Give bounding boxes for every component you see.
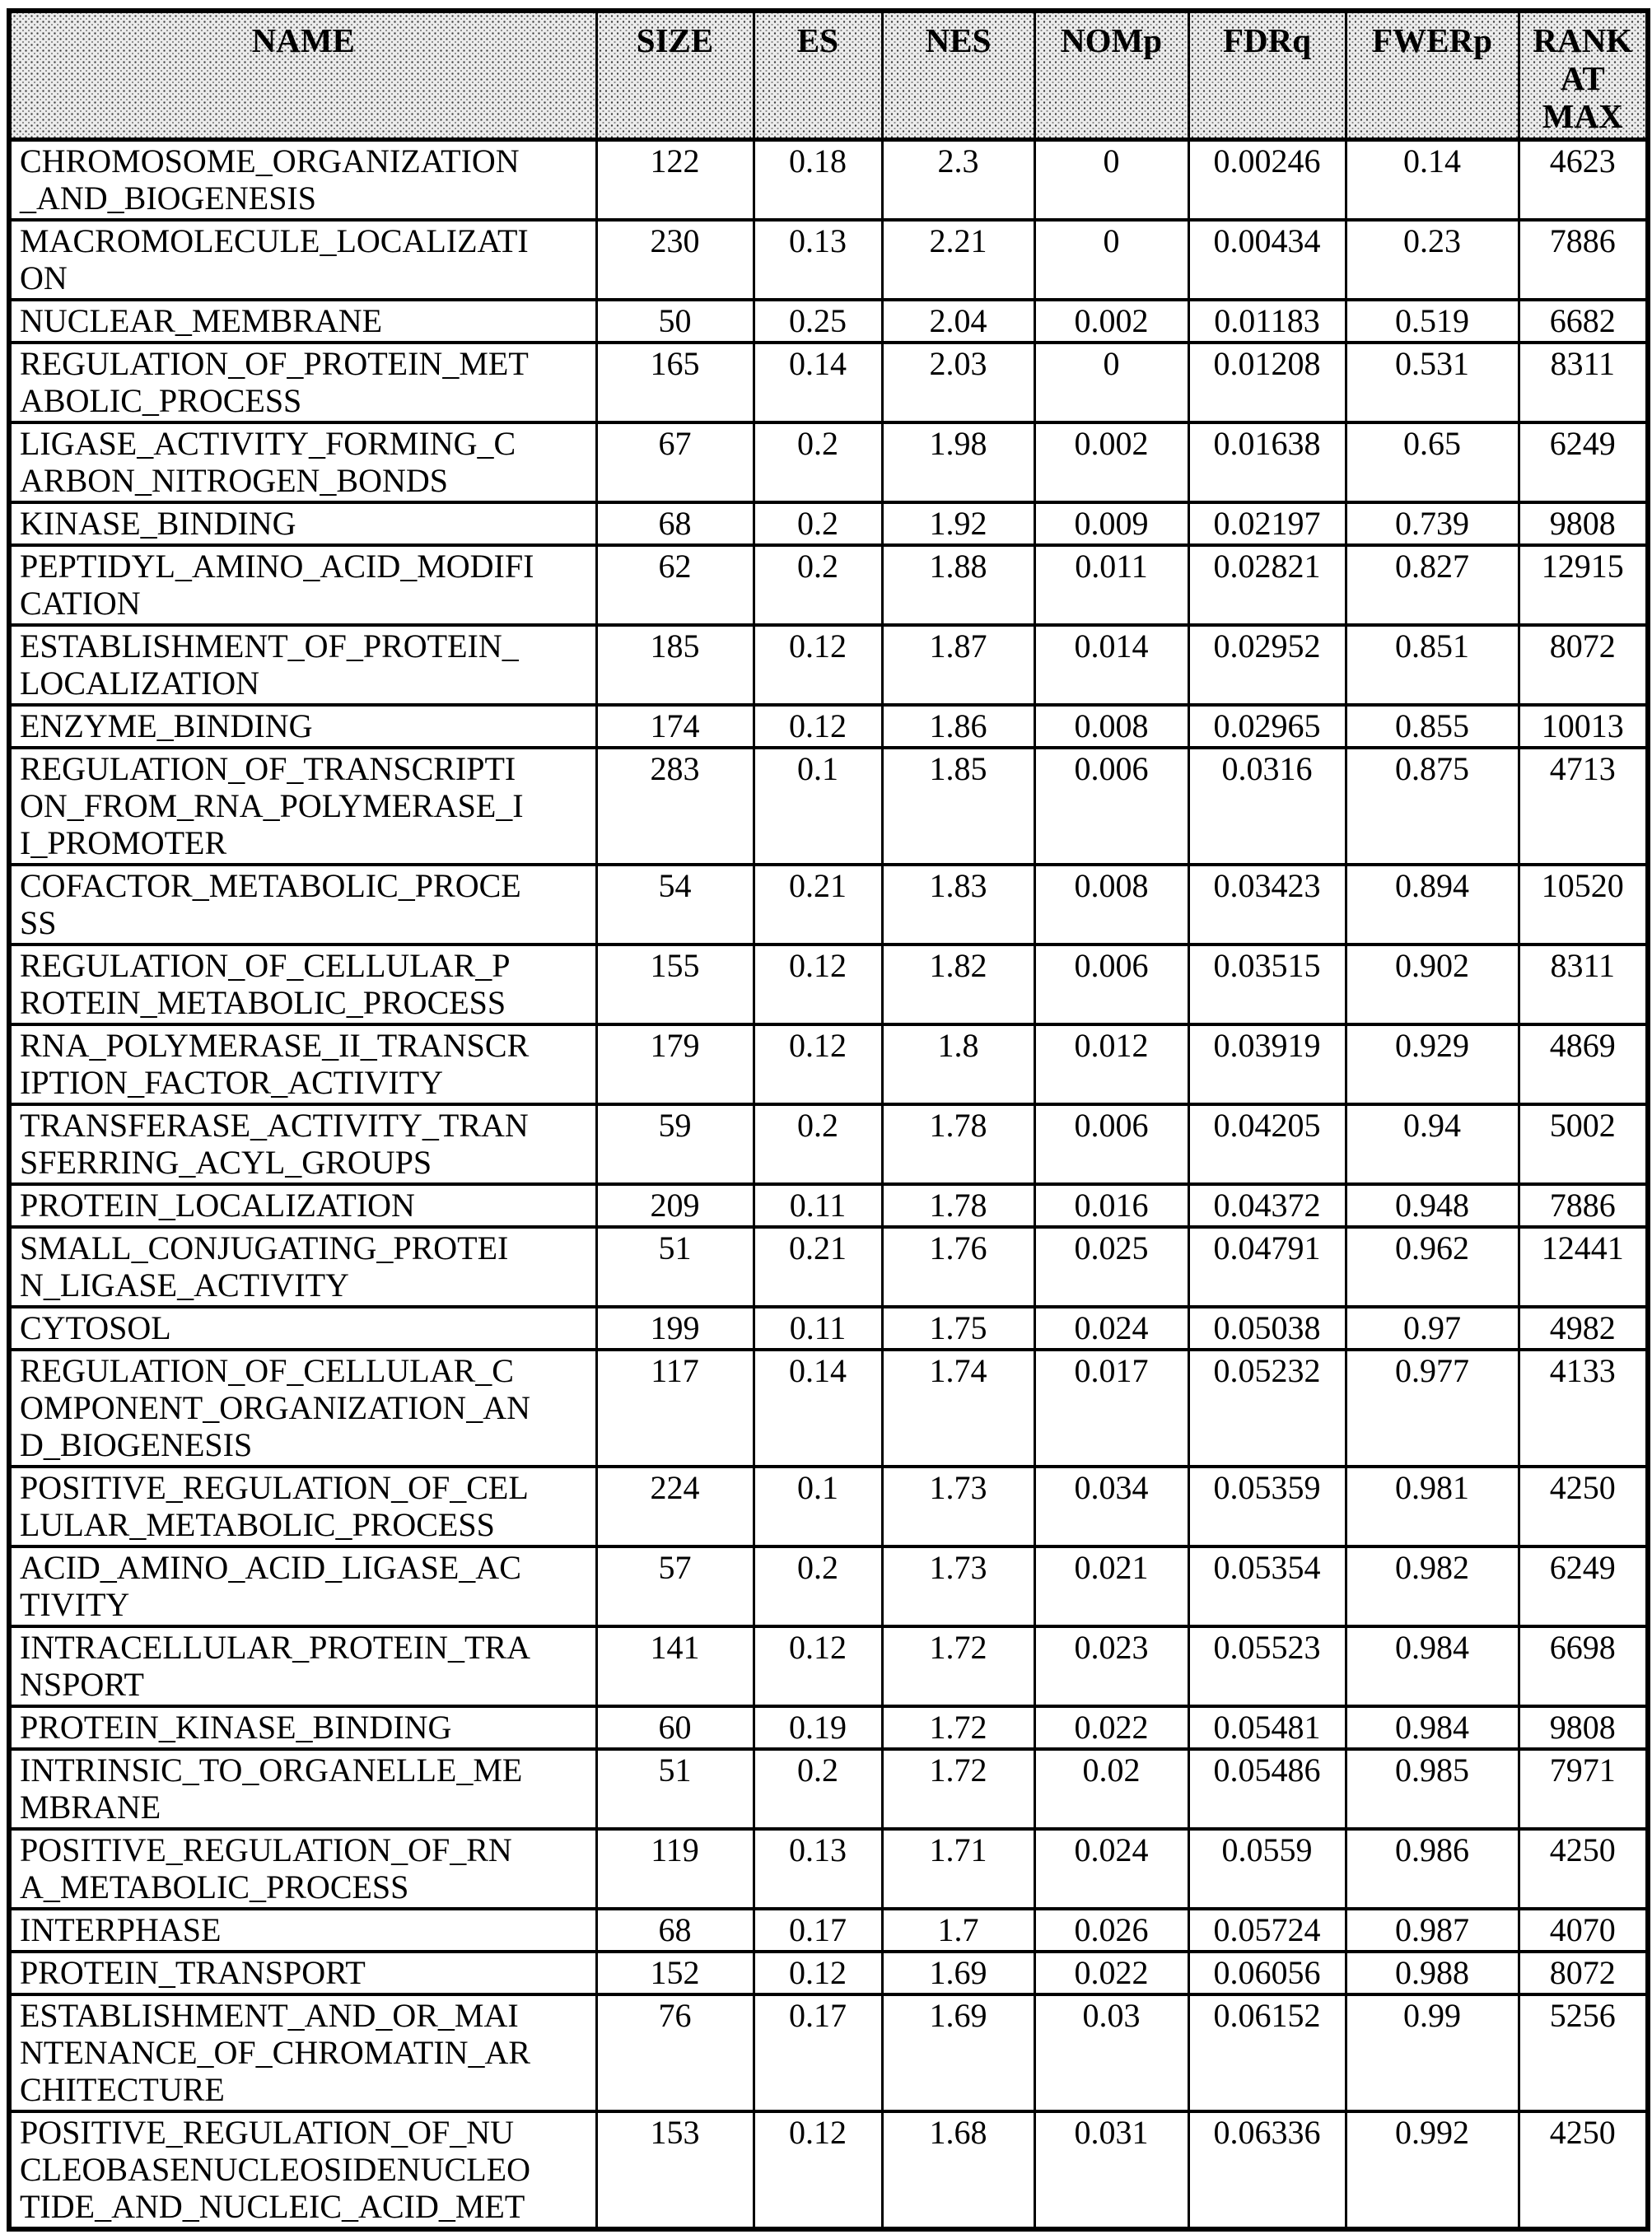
nes-cell: 2.21 [882,220,1034,300]
gene-set-name-cell: INTRACELLULAR_PROTEIN_TRA NSPORT [9,1626,596,1706]
nes-cell: 1.98 [882,422,1034,502]
nes-cell: 1.76 [882,1227,1034,1307]
rank-at-max-cell: 4250 [1519,1829,1648,1909]
es-cell: 0.17 [754,1909,882,1952]
gsea-results-table [7,8,1650,2232]
nes-cell: 1.71 [882,1829,1034,1909]
nes-cell: 2.3 [882,140,1034,221]
table-row [9,1952,1648,1994]
nomp-cell: 0 [1034,220,1188,300]
fwerp-cell: 0.827 [1346,545,1519,625]
column-header-nomp: NOMp [1034,11,1188,140]
fdrq-cell: 0.02952 [1188,625,1346,705]
es-cell: 0.2 [754,1104,882,1184]
table-row [9,1227,1648,1307]
es-cell: 0.2 [754,422,882,502]
table-row [9,1104,1648,1184]
nes-cell: 1.78 [882,1184,1034,1227]
nomp-cell: 0.022 [1034,1952,1188,1994]
nes-cell: 2.04 [882,300,1034,343]
nomp-cell: 0.024 [1034,1307,1188,1350]
size-cell: 57 [596,1546,754,1626]
rank-at-max-cell: 6682 [1519,300,1648,343]
table-row [9,1706,1648,1749]
gene-set-name-cell: RNA_POLYMERASE_II_TRANSCR IPTION_FACTOR_ACTIVITY [9,1024,596,1104]
fwerp-cell: 0.985 [1346,1749,1519,1829]
column-header-size: SIZE [596,11,754,140]
es-cell: 0.19 [754,1706,882,1749]
es-cell: 0.21 [754,1227,882,1307]
gene-set-name-cell: CYTOSOL [9,1307,596,1350]
size-cell: 67 [596,422,754,502]
table-row [9,865,1648,945]
rank-at-max-cell: 4623 [1519,140,1648,221]
size-cell: 185 [596,625,754,705]
size-cell: 155 [596,945,754,1024]
size-cell: 209 [596,1184,754,1227]
size-cell: 199 [596,1307,754,1350]
es-cell: 0.13 [754,220,882,300]
gene-set-name-cell: ESTABLISHMENT_AND_OR_MAI NTENANCE_OF_CHROMATIN_AR CHITECTURE [9,1994,596,2111]
nes-cell: 1.85 [882,748,1034,865]
fdrq-cell: 0.01638 [1188,422,1346,502]
table-row [9,545,1648,625]
fdrq-cell: 0.05038 [1188,1307,1346,1350]
nomp-cell: 0.006 [1034,1104,1188,1184]
gene-set-name-cell: PEPTIDYL_AMINO_ACID_MODIFI CATION [9,545,596,625]
size-cell: 51 [596,1227,754,1307]
header-row [9,11,1648,140]
table-row [9,1307,1648,1350]
rank-at-max-cell: 5256 [1519,1994,1648,2111]
rank-at-max-cell: 9808 [1519,1706,1648,1749]
size-cell: 174 [596,705,754,748]
table-row [9,300,1648,343]
nomp-cell: 0.011 [1034,545,1188,625]
rank-at-max-cell: 8311 [1519,945,1648,1024]
gene-set-name-cell: REGULATION_OF_PROTEIN_MET ABOLIC_PROCESS [9,343,596,422]
es-cell: 0.12 [754,2111,882,2229]
fdrq-cell: 0.06056 [1188,1952,1346,1994]
rank-at-max-cell: 9808 [1519,502,1648,545]
table-row [9,1467,1648,1546]
fdrq-cell: 0.05232 [1188,1350,1346,1467]
rank-at-max-cell: 6698 [1519,1626,1648,1706]
nes-cell: 1.88 [882,545,1034,625]
gene-set-name-cell: POSITIVE_REGULATION_OF_RN A_METABOLIC_PROCESS [9,1829,596,1909]
table-row [9,1024,1648,1104]
gene-set-name-cell: MACROMOLECULE_LOCALIZATI ON [9,220,596,300]
rank-at-max-cell: 6249 [1519,422,1648,502]
fdrq-cell: 0.0316 [1188,748,1346,865]
fwerp-cell: 0.982 [1346,1546,1519,1626]
rank-at-max-cell: 5002 [1519,1104,1648,1184]
es-cell: 0.1 [754,1467,882,1546]
gene-set-name-cell: INTERPHASE [9,1909,596,1952]
fdrq-cell: 0.03515 [1188,945,1346,1024]
table-row [9,502,1648,545]
nomp-cell: 0.006 [1034,748,1188,865]
gene-set-name-cell: PROTEIN_TRANSPORT [9,1952,596,1994]
nes-cell: 1.7 [882,1909,1034,1952]
nes-cell: 1.69 [882,1994,1034,2111]
nomp-cell: 0.022 [1034,1706,1188,1749]
fwerp-cell: 0.902 [1346,945,1519,1024]
table-row [9,748,1648,865]
size-cell: 60 [596,1706,754,1749]
nomp-cell: 0.024 [1034,1829,1188,1909]
rank-at-max-cell: 4982 [1519,1307,1648,1350]
table-row [9,1994,1648,2111]
nomp-cell: 0 [1034,343,1188,422]
fwerp-cell: 0.739 [1346,502,1519,545]
rank-at-max-cell: 12441 [1519,1227,1648,1307]
nes-cell: 1.82 [882,945,1034,1024]
fdrq-cell: 0.02821 [1188,545,1346,625]
fdrq-cell: 0.01183 [1188,300,1346,343]
fwerp-cell: 0.14 [1346,140,1519,221]
table-row [9,2111,1648,2229]
table-row [9,1909,1648,1952]
es-cell: 0.18 [754,140,882,221]
fwerp-cell: 0.65 [1346,422,1519,502]
table-row [9,1184,1648,1227]
rank-at-max-cell: 8311 [1519,343,1648,422]
fdrq-cell: 0.01208 [1188,343,1346,422]
size-cell: 59 [596,1104,754,1184]
gene-set-name-cell: INTRINSIC_TO_ORGANELLE_ME MBRANE [9,1749,596,1829]
size-cell: 117 [596,1350,754,1467]
gene-set-name-cell: REGULATION_OF_TRANSCRIPTI ON_FROM_RNA_POLYMERASE_I I_PROMOTER [9,748,596,865]
column-header-nes: NES [882,11,1034,140]
nes-cell: 1.72 [882,1749,1034,1829]
es-cell: 0.17 [754,1994,882,2111]
rank-at-max-cell: 8072 [1519,625,1648,705]
rank-at-max-cell: 7971 [1519,1749,1648,1829]
nomp-cell: 0.006 [1034,945,1188,1024]
nes-cell: 2.03 [882,343,1034,422]
size-cell: 141 [596,1626,754,1706]
rank-at-max-cell: 4713 [1519,748,1648,865]
nes-cell: 1.75 [882,1307,1034,1350]
size-cell: 50 [596,300,754,343]
table-row [9,1350,1648,1467]
nomp-cell: 0.002 [1034,300,1188,343]
gene-set-name-cell: LIGASE_ACTIVITY_FORMING_C ARBON_NITROGEN_BONDS [9,422,596,502]
es-cell: 0.12 [754,705,882,748]
table-row [9,343,1648,422]
nes-cell: 1.8 [882,1024,1034,1104]
nes-cell: 1.78 [882,1104,1034,1184]
nomp-cell: 0.016 [1034,1184,1188,1227]
gene-set-name-cell: POSITIVE_REGULATION_OF_NU CLEOBASENUCLEOSIDENUCLEO TIDE_AND_NUCLEIC_ACID_MET [9,2111,596,2229]
nomp-cell: 0.017 [1034,1350,1188,1467]
size-cell: 68 [596,502,754,545]
fdrq-cell: 0.05486 [1188,1749,1346,1829]
es-cell: 0.12 [754,625,882,705]
nes-cell: 1.92 [882,502,1034,545]
table-row [9,1626,1648,1706]
nomp-cell: 0.008 [1034,705,1188,748]
es-cell: 0.2 [754,1749,882,1829]
fdrq-cell: 0.05523 [1188,1626,1346,1706]
fwerp-cell: 0.97 [1346,1307,1519,1350]
nomp-cell: 0.02 [1034,1749,1188,1829]
fwerp-cell: 0.962 [1346,1227,1519,1307]
fdrq-cell: 0.05359 [1188,1467,1346,1546]
es-cell: 0.12 [754,1952,882,1994]
fwerp-cell: 0.981 [1346,1467,1519,1546]
gene-set-name-cell: REGULATION_OF_CELLULAR_C OMPONENT_ORGANIZATION_AN D_BIOGENESIS [9,1350,596,1467]
fdrq-cell: 0.03919 [1188,1024,1346,1104]
fdrq-cell: 0.05354 [1188,1546,1346,1626]
fwerp-cell: 0.531 [1346,343,1519,422]
size-cell: 54 [596,865,754,945]
gene-set-name-cell: KINASE_BINDING [9,502,596,545]
nomp-cell: 0.002 [1034,422,1188,502]
nomp-cell: 0.025 [1034,1227,1188,1307]
fwerp-cell: 0.894 [1346,865,1519,945]
rank-at-max-cell: 8072 [1519,1952,1648,1994]
fwerp-cell: 0.875 [1346,748,1519,865]
table-row [9,625,1648,705]
fwerp-cell: 0.986 [1346,1829,1519,1909]
es-cell: 0.12 [754,1626,882,1706]
fwerp-cell: 0.987 [1346,1909,1519,1952]
nes-cell: 1.86 [882,705,1034,748]
rank-at-max-cell: 4070 [1519,1909,1648,1952]
fwerp-cell: 0.984 [1346,1706,1519,1749]
column-header-rank-at-max: RANK AT MAX [1519,11,1648,140]
es-cell: 0.2 [754,1546,882,1626]
size-cell: 119 [596,1829,754,1909]
gene-set-name-cell: ACID_AMINO_ACID_LIGASE_AC TIVITY [9,1546,596,1626]
fwerp-cell: 0.94 [1346,1104,1519,1184]
gene-set-name-cell: CHROMOSOME_ORGANIZATION _AND_BIOGENESIS [9,140,596,221]
fwerp-cell: 0.99 [1346,1994,1519,2111]
nes-cell: 1.87 [882,625,1034,705]
nes-cell: 1.68 [882,2111,1034,2229]
fdrq-cell: 0.04205 [1188,1104,1346,1184]
es-cell: 0.11 [754,1307,882,1350]
size-cell: 165 [596,343,754,422]
nes-cell: 1.73 [882,1467,1034,1546]
fdrq-cell: 0.00246 [1188,140,1346,221]
nes-cell: 1.83 [882,865,1034,945]
size-cell: 76 [596,1994,754,2111]
table-row [9,220,1648,300]
es-cell: 0.2 [754,502,882,545]
es-cell: 0.14 [754,1350,882,1467]
rank-at-max-cell: 10520 [1519,865,1648,945]
es-cell: 0.1 [754,748,882,865]
es-cell: 0.13 [754,1829,882,1909]
size-cell: 230 [596,220,754,300]
table-row [9,1749,1648,1829]
rank-at-max-cell: 4250 [1519,1467,1648,1546]
table-header [9,11,1648,140]
nomp-cell: 0.008 [1034,865,1188,945]
size-cell: 62 [596,545,754,625]
fwerp-cell: 0.929 [1346,1024,1519,1104]
nomp-cell: 0.014 [1034,625,1188,705]
table-row [9,705,1648,748]
size-cell: 51 [596,1749,754,1829]
fdrq-cell: 0.05724 [1188,1909,1346,1952]
nes-cell: 1.69 [882,1952,1034,1994]
es-cell: 0.25 [754,300,882,343]
nomp-cell: 0 [1034,140,1188,221]
size-cell: 122 [596,140,754,221]
rank-at-max-cell: 4869 [1519,1024,1648,1104]
gene-set-name-cell: ENZYME_BINDING [9,705,596,748]
gene-set-name-cell: ESTABLISHMENT_OF_PROTEIN_ LOCALIZATION [9,625,596,705]
rank-at-max-cell: 10013 [1519,705,1648,748]
fwerp-cell: 0.988 [1346,1952,1519,1994]
rank-at-max-cell: 7886 [1519,1184,1648,1227]
gene-set-name-cell: NUCLEAR_MEMBRANE [9,300,596,343]
nomp-cell: 0.034 [1034,1467,1188,1546]
fdrq-cell: 0.00434 [1188,220,1346,300]
gene-set-name-cell: POSITIVE_REGULATION_OF_CEL LULAR_METABOLIC_PROCESS [9,1467,596,1546]
gene-set-name-cell: PROTEIN_LOCALIZATION [9,1184,596,1227]
gene-set-name-cell: REGULATION_OF_CELLULAR_P ROTEIN_METABOLIC_PROCESS [9,945,596,1024]
es-cell: 0.21 [754,865,882,945]
column-header-fdrq: FDRq [1188,11,1346,140]
rank-at-max-cell: 4133 [1519,1350,1648,1467]
gene-set-name-cell: TRANSFERASE_ACTIVITY_TRAN SFERRING_ACYL_GROUPS [9,1104,596,1184]
size-cell: 152 [596,1952,754,1994]
fwerp-cell: 0.948 [1346,1184,1519,1227]
es-cell: 0.2 [754,545,882,625]
fdrq-cell: 0.03423 [1188,865,1346,945]
size-cell: 179 [596,1024,754,1104]
rank-at-max-cell: 7886 [1519,220,1648,300]
fwerp-cell: 0.23 [1346,220,1519,300]
column-header-fwerp: FWERp [1346,11,1519,140]
fwerp-cell: 0.984 [1346,1626,1519,1706]
nomp-cell: 0.012 [1034,1024,1188,1104]
size-cell: 224 [596,1467,754,1546]
nomp-cell: 0.021 [1034,1546,1188,1626]
nomp-cell: 0.031 [1034,2111,1188,2229]
rank-at-max-cell: 12915 [1519,545,1648,625]
fwerp-cell: 0.519 [1346,300,1519,343]
nes-cell: 1.72 [882,1626,1034,1706]
column-header-name: NAME [9,11,596,140]
es-cell: 0.12 [754,945,882,1024]
gene-set-name-cell: COFACTOR_METABOLIC_PROCE SS [9,865,596,945]
gene-set-name-cell: PROTEIN_KINASE_BINDING [9,1706,596,1749]
fwerp-cell: 0.977 [1346,1350,1519,1467]
table-row [9,140,1648,221]
size-cell: 283 [596,748,754,865]
es-cell: 0.12 [754,1024,882,1104]
size-cell: 153 [596,2111,754,2229]
table-row [9,422,1648,502]
column-header-es: ES [754,11,882,140]
fdrq-cell: 0.02197 [1188,502,1346,545]
nes-cell: 1.73 [882,1546,1034,1626]
fdrq-cell: 0.02965 [1188,705,1346,748]
fdrq-cell: 0.06336 [1188,2111,1346,2229]
fwerp-cell: 0.992 [1346,2111,1519,2229]
fdrq-cell: 0.06152 [1188,1994,1346,2111]
fdrq-cell: 0.05481 [1188,1706,1346,1749]
fdrq-cell: 0.0559 [1188,1829,1346,1909]
nomp-cell: 0.023 [1034,1626,1188,1706]
fwerp-cell: 0.855 [1346,705,1519,748]
nomp-cell: 0.009 [1034,502,1188,545]
nomp-cell: 0.026 [1034,1909,1188,1952]
es-cell: 0.14 [754,343,882,422]
rank-at-max-cell: 6249 [1519,1546,1648,1626]
es-cell: 0.11 [754,1184,882,1227]
nes-cell: 1.74 [882,1350,1034,1467]
table-row [9,945,1648,1024]
fdrq-cell: 0.04791 [1188,1227,1346,1307]
table-row [9,1546,1648,1626]
size-cell: 68 [596,1909,754,1952]
results-tbody [9,140,1648,2230]
fwerp-cell: 0.851 [1346,625,1519,705]
rank-at-max-cell: 4250 [1519,2111,1648,2229]
gene-set-name-cell: SMALL_CONJUGATING_PROTEI N_LIGASE_ACTIVITY [9,1227,596,1307]
nes-cell: 1.72 [882,1706,1034,1749]
nomp-cell: 0.03 [1034,1994,1188,2111]
fdrq-cell: 0.04372 [1188,1184,1346,1227]
table-row [9,1829,1648,1909]
